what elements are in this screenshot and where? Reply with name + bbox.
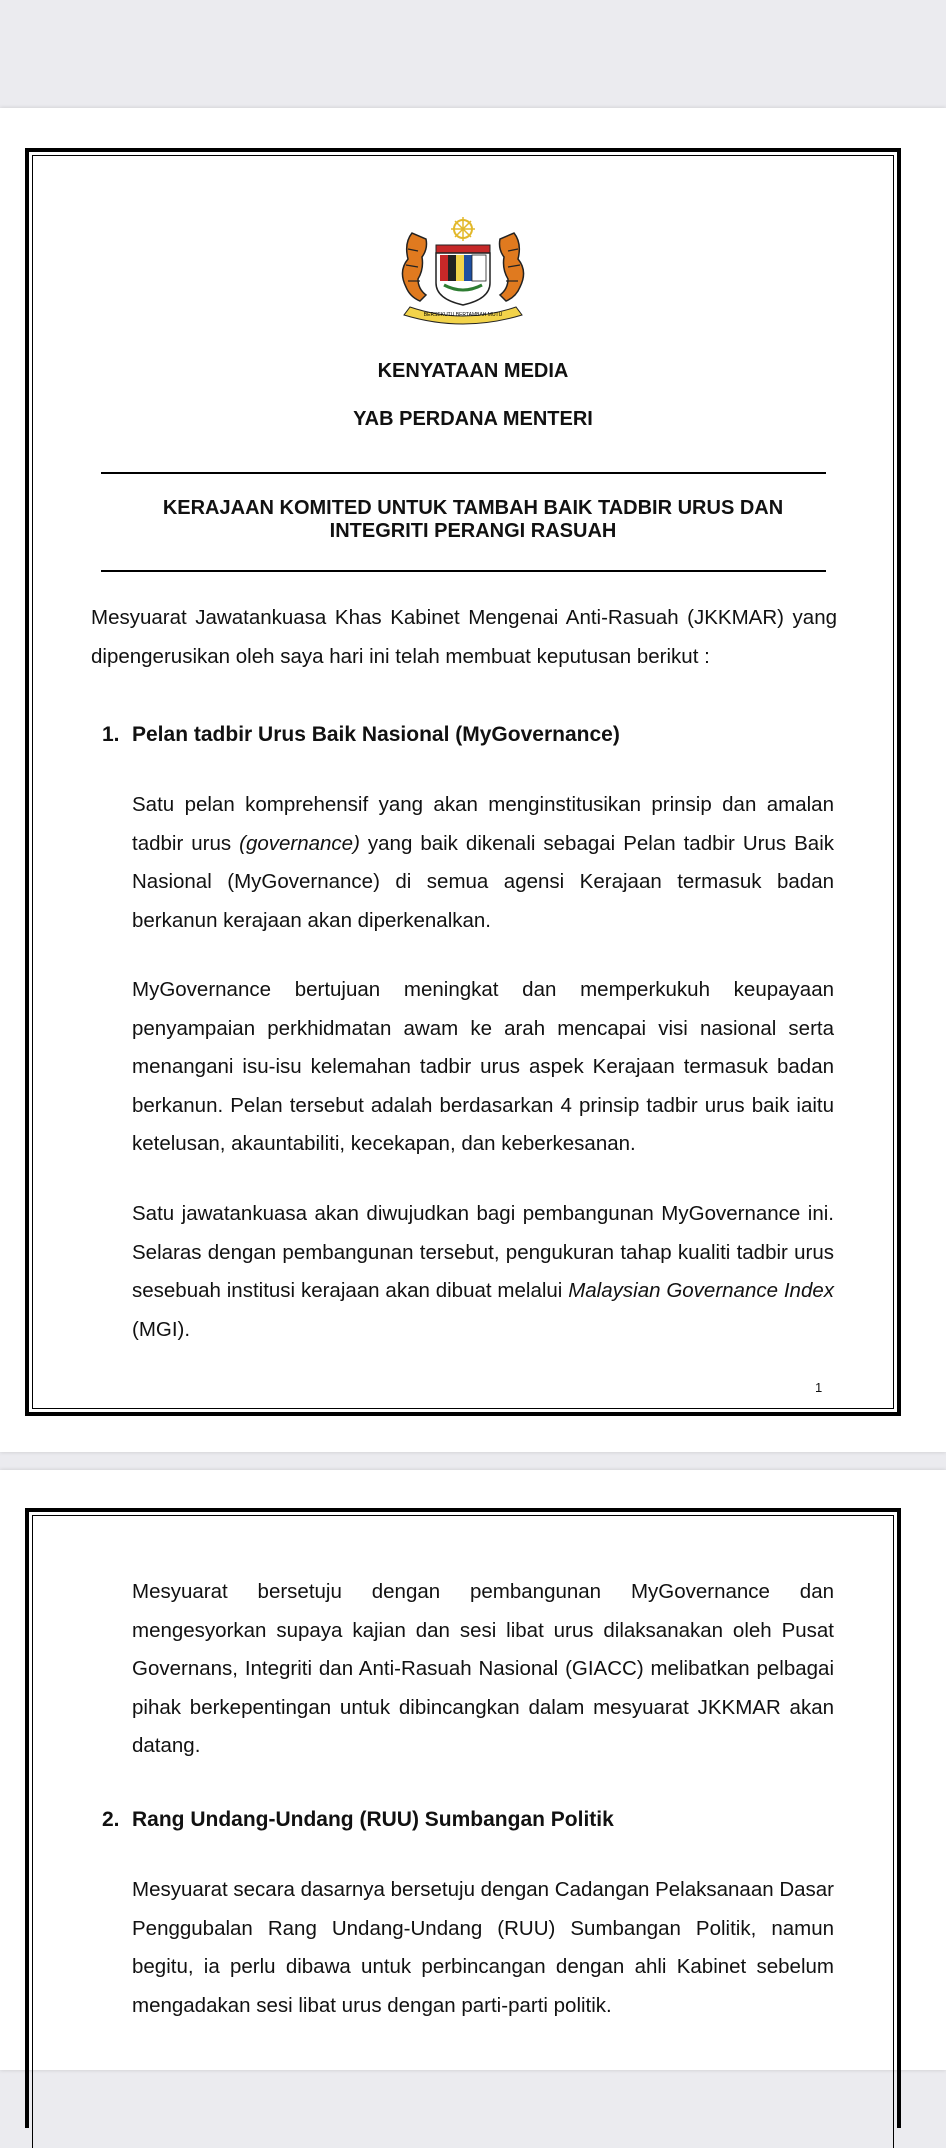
section-1-paragraph-3 [132,1195,834,1349]
office-label: YAB PERDANA MENTERI [353,408,593,430]
section-2-number: 2. [102,1808,120,1831]
title-top-rule [101,472,826,474]
s1p1-text-a: Satu pelan komprehensif yang akan menginstitusikan prinsip dan amalan tadbir urus [132,793,834,855]
section-1-paragraph-1 [132,786,834,940]
statement-title [0,497,946,543]
s1p1-italic: (governance) [239,831,360,855]
section-2-title: Rang Undang-Undang (RUU) Sumbangan Politik [132,1808,614,1831]
section-1-number: 1. [102,723,120,746]
section-2-paragraph-1: Mesyuarat secara dasarnya bersetuju dengan Cadangan Pelaksanaan Dasar Penggubalan Rang Undang-Undang (RUU) Sumbangan Politik, namun begitu, ia perlu dibawa untuk perbincangan dengan ahli Kabinet sebelum mengadakan sesi libat urus dengan parti-parti politik. [132,1878,835,2017]
statement-title-line-1: KERAJAAN KOMITED UNTUK TAMBAH BAIK TADBIR URUS DAN [162,497,784,519]
page-number: 1 [815,1380,823,1395]
s1p3-text-a: Satu jawatankuasa akan diwujudkan bagi pembangunan MyGovernance ini. Selaras dengan pembangunan tersebut, pengukuran tahap kualiti tadbir urus sesebuah institusi kerajaan akan dibuat melalui [132,1202,834,1302]
malaysia-coat-of-arms-icon [390,215,536,325]
s1p3-italic: Malaysian Governance Index [568,1279,835,1302]
s1p3-text-b: (MGI). [132,1317,191,1341]
section-1-paragraph-2: MyGovernance bertujuan meningkat dan memperkukuh keupayaan penyampaian perkhidmatan awam ke arah mencapai visi nasional serta menangani isu-isu kelemahan tadbir urus aspek Kerajaan termasuk badan berkanun. Pelan tersebut adalah berdasarkan 4 prinsip tadbir urus baik iaitu ketelusan, akauntabiliti, kecekapan, dan keberkesanan. [132,978,834,1155]
svg-text:BERSEKUTU BERTAMBAH MUTU: BERSEKUTU BERTAMBAH MUTU [423,312,503,318]
media-statement-label: KENYATAAN MEDIA [377,360,569,382]
section-1-title: Pelan tadbir Urus Baik Nasional (MyGovernance) [132,723,620,746]
s1p1-text-b: yang baik dikenali sebagai Pelan tadbir Urus Baik Nasional (MyGovernance) di semua agensi Kerajaan termasuk badan berkanun kerajaan akan diperkenalkan. [132,831,834,932]
statement-title-line-2: INTEGRITI PERANGI RASUAH [329,520,617,542]
title-bottom-rule [101,570,826,572]
intro-paragraph: Mesyuarat Jawatankuasa Khas Kabinet Mengenai Anti-Rasuah (JKKMAR) yang dipengerusikan oleh saya hari ini telah membuat keputusan berikut : [91,606,837,668]
section-1-paragraph-4: Mesyuarat bersetuju dengan pembangunan MyGovernance dan mengesyorkan supaya kajian dan sesi libat urus dilaksanakan oleh Pusat Governans, Integriti dan Anti-Rasuah Nasional (GIACC) melibatkan pelbagai pihak berkepentingan untuk dibincangkan dalam mesyuarat JKKMAR akan datang. [132,1580,834,1757]
